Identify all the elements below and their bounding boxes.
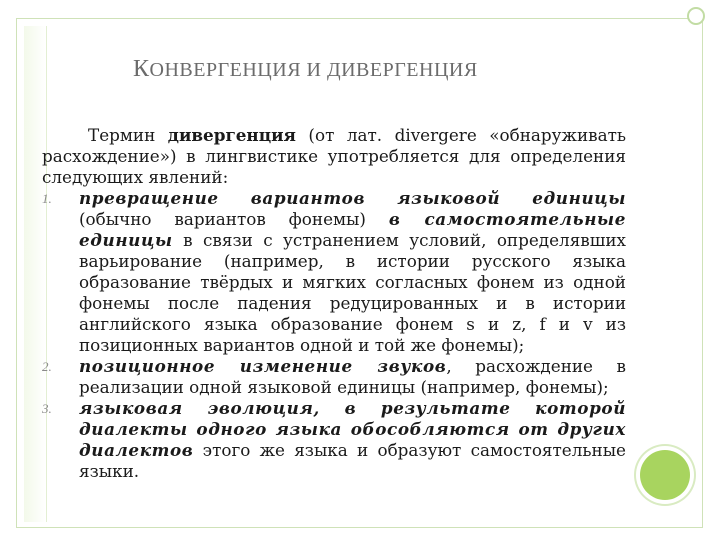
slide-body <box>42 125 626 482</box>
decor-green-circle-icon <box>640 450 690 500</box>
phenomena-list <box>42 188 626 482</box>
list-number: 1. <box>42 191 52 206</box>
list-number: 3. <box>42 401 52 416</box>
list-number: 2. <box>42 359 52 374</box>
decor-ring-icon <box>687 7 705 25</box>
list-item: 2. позиционное изменение звуков, расхождение в реализации одной языковой единицы (например, фонемы); <box>42 356 627 397</box>
list-item: 1. превращение вариантов языковой единицы (обычно вариантов фонемы) в самостоятельные единицы в связи с устранением условий, определявших варьирование (например, в истории русского языка образование твёрдых и мягких согласных фонем из одной фонемы после падения редуцированных и в истории английского языка образование фонем s и z, f и v из позиционных вариантов одной и той же фонемы); <box>42 188 626 355</box>
intro-paragraph: Термин дивергенция (от лат. divergere «обнаруживать расхождение») в лингвистике употребляется для определения следующих явлений: <box>42 125 627 187</box>
list-item: 3. языковая эволюция, в результате которой диалекты одного языка обособляются от других диалектов этого же языка и образуют самостоятельные языки. <box>42 398 626 481</box>
slide-title: КОНВЕРГЕНЦИЯ И ДИВЕРГЕНЦИЯ <box>133 56 478 82</box>
term-divergence: дивергенция <box>167 125 296 145</box>
